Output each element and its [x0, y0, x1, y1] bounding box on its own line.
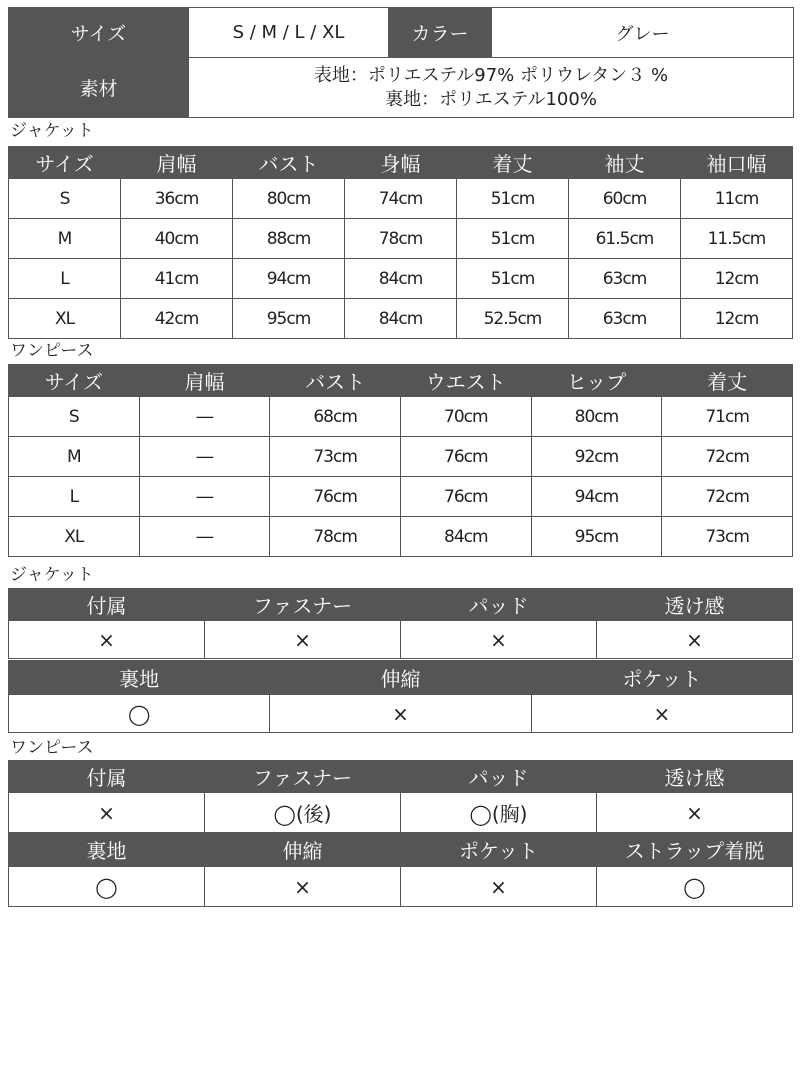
table-row: [9, 179, 793, 219]
header-cell: パッド: [401, 589, 597, 621]
value-cell: 12cm: [681, 299, 793, 339]
value-cell: 42cm: [121, 299, 233, 339]
header-cell: 着丈: [457, 147, 569, 179]
value-cell: 95cm: [233, 299, 345, 339]
header-cell: 透け感: [597, 589, 793, 621]
table-row: [9, 397, 793, 437]
size-cell: M: [9, 219, 121, 259]
material-value: [189, 58, 794, 118]
header-cell: 身幅: [345, 147, 457, 179]
section-label-jacket-size: ジャケット: [10, 121, 94, 141]
size-cell: XL: [9, 299, 121, 339]
size-cell: S: [9, 397, 140, 437]
value-cell: 76cm: [400, 477, 531, 517]
summary-table: [8, 7, 794, 118]
section-label-onepiece-features: ワンピース: [10, 738, 94, 758]
color-value: グレー: [492, 8, 794, 58]
header-cell: 伸縮: [270, 661, 531, 695]
value-cell: ×: [9, 793, 205, 833]
onepiece-features-header-row: [9, 833, 793, 867]
value-cell: 84cm: [400, 517, 531, 557]
value-cell: 11.5cm: [681, 219, 793, 259]
value-cell: 84cm: [345, 259, 457, 299]
value-cell: ×: [401, 867, 597, 907]
header-cell: 袖丈: [569, 147, 681, 179]
value-cell: 92cm: [531, 437, 662, 477]
value-cell: ×: [9, 621, 205, 659]
summary-row-size-color: [9, 8, 794, 58]
value-cell: 11cm: [681, 179, 793, 219]
table-row: [9, 477, 793, 517]
onepiece-features-header-row: [9, 761, 793, 793]
value-cell: 60cm: [569, 179, 681, 219]
value-cell: ×: [597, 621, 793, 659]
jacket-features-table-b: [8, 660, 793, 733]
value-cell: 80cm: [531, 397, 662, 437]
table-row: [9, 299, 793, 339]
value-cell: 68cm: [270, 397, 401, 437]
value-cell: 76cm: [270, 477, 401, 517]
header-cell: ヒップ: [531, 365, 662, 397]
value-cell: ◯: [9, 695, 270, 733]
value-cell: ◯: [597, 867, 793, 907]
size-value: S / M / L / XL: [189, 8, 389, 58]
value-cell: 63cm: [569, 259, 681, 299]
header-cell: サイズ: [9, 365, 140, 397]
size-label: サイズ: [9, 8, 189, 58]
value-cell: 73cm: [270, 437, 401, 477]
summary-row-material: [9, 58, 794, 118]
value-cell: 63cm: [569, 299, 681, 339]
header-cell: 着丈: [662, 365, 793, 397]
header-cell: ウエスト: [400, 365, 531, 397]
value-cell: ◯(後): [205, 793, 401, 833]
value-cell: 51cm: [457, 259, 569, 299]
jacket-features-header-row: [9, 589, 793, 621]
value-cell: 94cm: [531, 477, 662, 517]
value-cell: 72cm: [662, 437, 793, 477]
value-cell: ―: [139, 437, 270, 477]
value-cell: 41cm: [121, 259, 233, 299]
color-label: カラー: [389, 8, 492, 58]
size-cell: L: [9, 259, 121, 299]
value-cell: 74cm: [345, 179, 457, 219]
header-cell: ポケット: [531, 661, 792, 695]
table-row: [9, 437, 793, 477]
table-row: [9, 517, 793, 557]
value-cell: ×: [401, 621, 597, 659]
size-cell: L: [9, 477, 140, 517]
value-cell: ◯(胸): [401, 793, 597, 833]
table-row: [9, 695, 793, 733]
jacket-features-table-a: [8, 588, 793, 659]
table-row: [9, 793, 793, 833]
header-cell: 伸縮: [205, 833, 401, 867]
value-cell: 78cm: [270, 517, 401, 557]
header-cell: ファスナー: [205, 589, 401, 621]
header-cell: 付属: [9, 589, 205, 621]
value-cell: 52.5cm: [457, 299, 569, 339]
value-cell: 61.5cm: [569, 219, 681, 259]
onepiece-size-table: [8, 364, 793, 557]
header-cell: バスト: [270, 365, 401, 397]
value-cell: 40cm: [121, 219, 233, 259]
value-cell: 94cm: [233, 259, 345, 299]
value-cell: 73cm: [662, 517, 793, 557]
value-cell: ×: [597, 793, 793, 833]
header-cell: ストラップ着脱: [597, 833, 793, 867]
section-label-onepiece-size: ワンピース: [10, 341, 94, 361]
header-cell: ポケット: [401, 833, 597, 867]
value-cell: 76cm: [400, 437, 531, 477]
value-cell: 51cm: [457, 219, 569, 259]
header-cell: 肩幅: [139, 365, 270, 397]
onepiece-features-table-b: [8, 832, 793, 907]
value-cell: ×: [205, 621, 401, 659]
section-label-jacket-features: ジャケット: [10, 565, 94, 585]
value-cell: 12cm: [681, 259, 793, 299]
material-outer: 表地：ポリエステル97% ポリウレタン３ %: [313, 64, 669, 86]
header-cell: バスト: [233, 147, 345, 179]
value-cell: 51cm: [457, 179, 569, 219]
material-lining: 裏地：ポリエステル100%: [385, 88, 597, 110]
size-cell: XL: [9, 517, 140, 557]
jacket-size-table: [8, 146, 793, 339]
table-row: [9, 219, 793, 259]
header-cell: 付属: [9, 761, 205, 793]
table-row: [9, 621, 793, 659]
value-cell: 78cm: [345, 219, 457, 259]
size-cell: M: [9, 437, 140, 477]
value-cell: ―: [139, 517, 270, 557]
table-row: [9, 867, 793, 907]
size-cell: S: [9, 179, 121, 219]
value-cell: ×: [531, 695, 792, 733]
header-cell: パッド: [401, 761, 597, 793]
header-cell: 透け感: [597, 761, 793, 793]
value-cell: 88cm: [233, 219, 345, 259]
value-cell: 72cm: [662, 477, 793, 517]
jacket-features-header-row: [9, 661, 793, 695]
header-cell: ファスナー: [205, 761, 401, 793]
value-cell: 36cm: [121, 179, 233, 219]
value-cell: ×: [205, 867, 401, 907]
value-cell: ◯: [9, 867, 205, 907]
value-cell: 71cm: [662, 397, 793, 437]
onepiece-features-table-a: [8, 760, 793, 833]
value-cell: ―: [139, 397, 270, 437]
header-cell: 肩幅: [121, 147, 233, 179]
value-cell: 80cm: [233, 179, 345, 219]
header-cell: 袖口幅: [681, 147, 793, 179]
value-cell: 70cm: [400, 397, 531, 437]
value-cell: ×: [270, 695, 531, 733]
value-cell: 84cm: [345, 299, 457, 339]
header-cell: 裏地: [9, 833, 205, 867]
onepiece-size-header-row: [9, 365, 793, 397]
table-row: [9, 259, 793, 299]
header-cell: サイズ: [9, 147, 121, 179]
material-label: 素材: [9, 58, 189, 118]
value-cell: ―: [139, 477, 270, 517]
value-cell: 95cm: [531, 517, 662, 557]
header-cell: 裏地: [9, 661, 270, 695]
jacket-size-header-row: [9, 147, 793, 179]
